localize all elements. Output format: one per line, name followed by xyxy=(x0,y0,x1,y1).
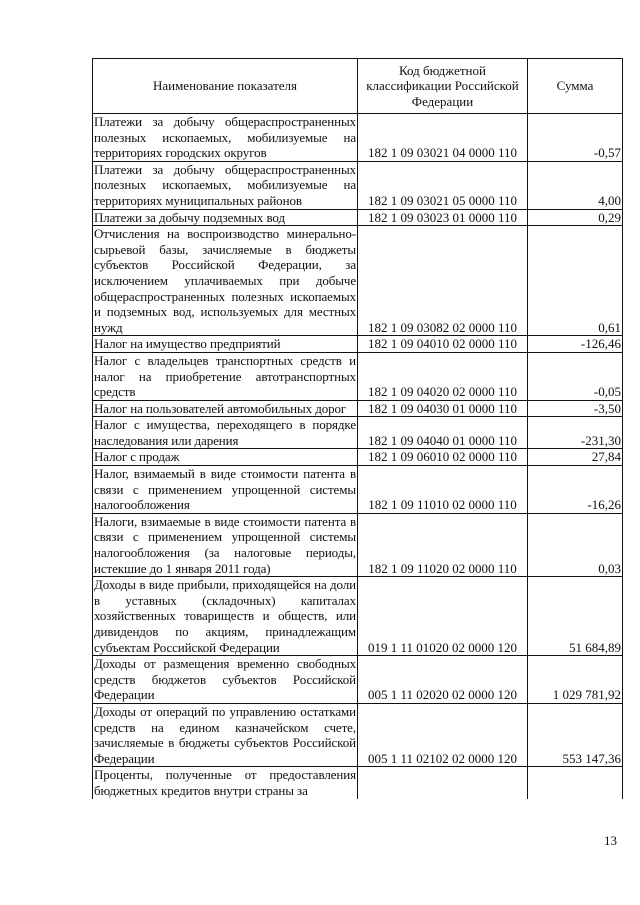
sum-cell: 1 029 781,92 xyxy=(528,656,623,704)
sum-cell: 4,00 xyxy=(528,161,623,209)
header-indicator-name: Наименование показателя xyxy=(93,59,358,114)
budget-code-cell: 182 1 09 03082 02 0000 110 xyxy=(358,226,528,336)
table-row xyxy=(93,336,623,353)
budget-code-cell: 182 1 09 11020 02 0000 110 xyxy=(358,513,528,576)
sum-cell: -126,46 xyxy=(528,336,623,353)
indicator-name-cell: Проценты, полученные от предоставления бюджетных кредитов внутри страны за xyxy=(94,767,356,798)
table-body xyxy=(93,114,623,799)
budget-code-cell: 005 1 11 02020 02 0000 120 xyxy=(358,656,528,704)
budget-code-cell: 182 1 09 04010 02 0000 110 xyxy=(358,336,528,353)
table-row xyxy=(93,352,623,400)
budget-code-cell: 182 1 09 11010 02 0000 110 xyxy=(358,466,528,514)
budget-code-cell: 182 1 09 03023 01 0000 110 xyxy=(358,209,528,226)
table-row xyxy=(93,226,623,336)
indicator-name-cell: Платежи за добычу общераспространенных полезных ископаемых, мобилизуемые на территориях городских округов xyxy=(94,114,356,161)
sum-cell: 27,84 xyxy=(528,449,623,466)
table-row xyxy=(93,703,623,766)
budget-code-cell: 019 1 11 01020 02 0000 120 xyxy=(358,577,528,656)
header-budget-code: Код бюджетной классификации Российской Федерации xyxy=(358,59,528,114)
budget-code-cell: 182 1 09 03021 05 0000 110 xyxy=(358,161,528,209)
budget-code-cell: 005 1 11 02102 02 0000 120 xyxy=(358,703,528,766)
budget-revenue-table xyxy=(92,58,623,799)
indicator-name-cell: Налог на имущество предприятий xyxy=(93,336,358,353)
indicator-name-cell: Налог, взимаемый в виде стоимости патента в связи с применением упрощенной системы налогообложения xyxy=(94,466,356,513)
indicator-name-cell: Налоги, взимаемые в виде стоимости патента в связи с применением упрощенной системы налогообложения (за налоговые периоды, истекшие до 1 января 2011 года) xyxy=(94,513,356,576)
table-row xyxy=(93,400,623,417)
indicator-name-cell: Налог на пользователей автомобильных дорог xyxy=(93,400,358,417)
indicator-name-cell: Платежи за добычу подземных вод xyxy=(93,209,358,226)
budget-code-cell: 182 1 09 04020 02 0000 110 xyxy=(358,352,528,400)
table-row xyxy=(93,767,623,799)
sum-cell: -16,26 xyxy=(528,466,623,514)
sum-cell: 0,29 xyxy=(528,209,623,226)
table-row xyxy=(93,114,623,162)
budget-code-cell: 182 1 09 06010 02 0000 110 xyxy=(358,449,528,466)
sum-cell: -0,05 xyxy=(528,352,623,400)
budget-code-cell: 182 1 09 04040 01 0000 110 xyxy=(358,417,528,449)
indicator-name-cell: Налог с владельцев транспортных средств и налог на приобретение автотранспортных средств xyxy=(94,352,356,400)
indicator-name-cell: Доходы от операций по управлению остатками средств на едином казначейском счете, зачисляемые в бюджеты субъектов Российской Федерации xyxy=(94,703,356,766)
sum-cell: 0,61 xyxy=(528,226,623,336)
indicator-name-cell: Платежи за добычу общераспространенных полезных ископаемых, мобилизуемые на территориях муниципальных районов xyxy=(94,161,356,208)
sum-cell: -0,57 xyxy=(528,114,623,162)
page-number: 13 xyxy=(604,833,617,848)
budget-code-cell: 182 1 09 03021 04 0000 110 xyxy=(358,114,528,162)
indicator-name-cell: Доходы от размещения временно свободных средств бюджетов субъектов Российской Федерации xyxy=(94,656,356,703)
header-sum: Сумма xyxy=(528,59,623,114)
table-header-row xyxy=(93,59,623,114)
table-row xyxy=(93,161,623,209)
indicator-name-cell: Доходы в виде прибыли, приходящейся на доли в уставных (складочных) капиталах хозяйственных товариществ и обществ, или дивидендов по акциям, принадлежащим субъектам Российской Федерации xyxy=(94,577,356,655)
indicator-name-cell: Налог с имущества, переходящего в порядке наследования или дарения xyxy=(94,417,356,448)
table-row xyxy=(93,417,623,449)
sum-cell: 0,03 xyxy=(528,513,623,576)
sum-cell xyxy=(528,767,623,799)
sum-cell: 553 147,36 xyxy=(528,703,623,766)
indicator-name-cell: Отчисления на воспроизводство минерально-сырьевой базы, зачисляемые в бюджеты субъектов Российской Федерации, за исключением уплачиваемых при добыче общераспространенных полезных ископаемых и подземных вод, используемых для местных нужд xyxy=(94,226,356,335)
indicator-name-cell: Налог с продаж xyxy=(93,449,358,466)
table-row xyxy=(93,656,623,704)
budget-code-cell xyxy=(358,767,528,799)
budget-code-cell: 182 1 09 04030 01 0000 110 xyxy=(358,400,528,417)
table-row xyxy=(93,577,623,656)
sum-cell: -3,50 xyxy=(528,400,623,417)
table-row xyxy=(93,513,623,576)
table-row xyxy=(93,449,623,466)
sum-cell: -231,30 xyxy=(528,417,623,449)
sum-cell: 51 684,89 xyxy=(528,577,623,656)
table-row xyxy=(93,466,623,514)
table-row xyxy=(93,209,623,226)
